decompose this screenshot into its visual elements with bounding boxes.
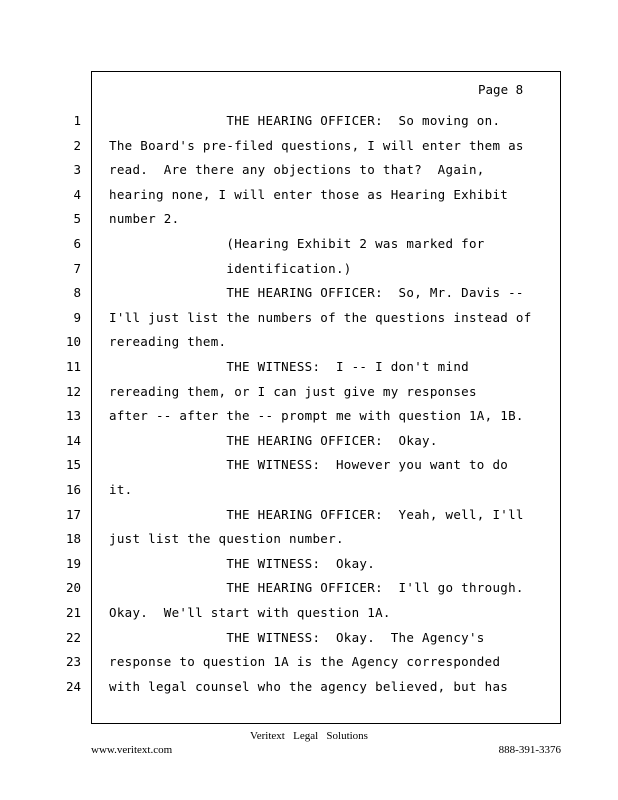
line-number: 4 (73, 187, 81, 202)
line-number: 21 (65, 605, 81, 620)
line-text: THE HEARING OFFICER: So, Mr. Davis -- (109, 285, 524, 300)
line-number: 22 (65, 630, 81, 645)
line-number: 11 (65, 359, 81, 374)
line-text: The Board's pre-filed questions, I will enter them as (109, 138, 524, 153)
line-number: 9 (73, 310, 81, 325)
line-text: read. Are there any objections to that? Again, (109, 162, 485, 177)
line-text: rereading them, or I can just give my responses (109, 384, 477, 399)
line-text: I'll just list the numbers of the questions instead of (109, 310, 532, 325)
line-text: number 2. (109, 211, 180, 226)
line-number: 16 (65, 482, 81, 497)
line-text: just list the question number. (109, 531, 344, 546)
line-text: THE WITNESS: I -- I don't mind (109, 359, 469, 374)
footer-company: Veritext Legal Solutions (250, 730, 368, 742)
line-text: THE WITNESS: Okay. (109, 556, 376, 571)
line-number: 19 (65, 556, 81, 571)
line-text: after -- after the -- prompt me with question 1A, 1B. (109, 408, 524, 423)
line-text: rereading them. (109, 334, 227, 349)
line-number: 6 (73, 236, 81, 251)
footer-phone: 888-391-3376 (498, 744, 561, 756)
line-number: 7 (73, 261, 81, 276)
line-text: THE HEARING OFFICER: So moving on. (109, 113, 501, 128)
line-number: 8 (73, 285, 81, 300)
line-number: 23 (65, 654, 81, 669)
line-number: 24 (65, 679, 81, 694)
line-text: THE WITNESS: Okay. The Agency's (109, 630, 485, 645)
line-number: 5 (73, 211, 81, 226)
line-text: (Hearing Exhibit 2 was marked for (109, 236, 485, 251)
line-number: 17 (65, 507, 81, 522)
line-number: 1 (73, 113, 81, 128)
line-number: 3 (73, 162, 81, 177)
line-text: THE HEARING OFFICER: Yeah, well, I'll (109, 507, 524, 522)
page-number: Page 8 (478, 82, 524, 97)
line-text: response to question 1A is the Agency corresponded (109, 654, 501, 669)
footer-website: www.veritext.com (91, 744, 173, 756)
line-number: 2 (73, 138, 81, 153)
line-text: hearing none, I will enter those as Hearing Exhibit (109, 187, 509, 202)
line-number: 13 (65, 408, 81, 423)
line-text: THE HEARING OFFICER: I'll go through. (109, 580, 524, 595)
line-number: 12 (65, 384, 81, 399)
line-text: THE WITNESS: However you want to do (109, 457, 509, 472)
line-number: 10 (65, 334, 81, 349)
line-number: 18 (65, 531, 81, 546)
line-number: 15 (65, 457, 81, 472)
line-text: THE HEARING OFFICER: Okay. (109, 433, 438, 448)
line-number: 20 (65, 580, 81, 595)
line-text: with legal counsel who the agency believed, but has (109, 679, 509, 694)
line-text: Okay. We'll start with question 1A. (109, 605, 391, 620)
line-number: 14 (65, 433, 81, 448)
line-text: it. (109, 482, 133, 497)
line-text: identification.) (109, 261, 352, 276)
